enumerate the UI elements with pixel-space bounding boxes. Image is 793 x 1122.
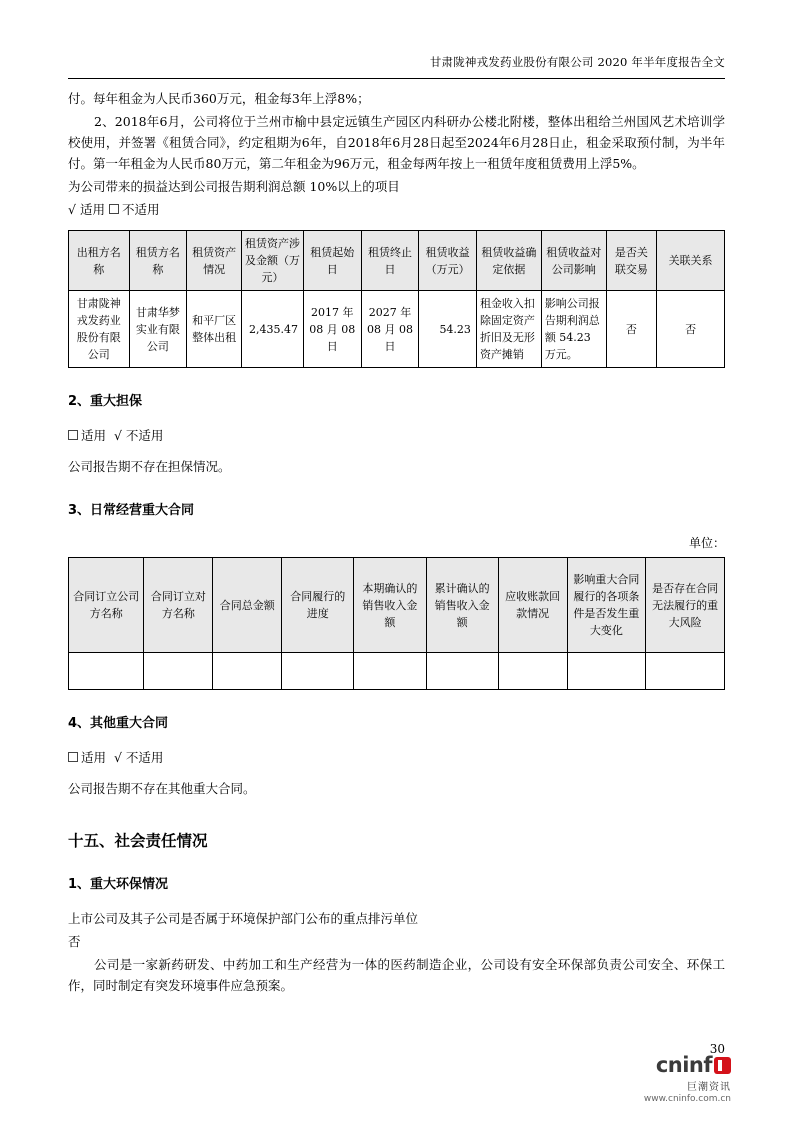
not-applicable-checked: √ 不适用 xyxy=(113,428,164,443)
paragraph-other-contracts: 公司报告期不存在其他重大合同。 xyxy=(68,781,256,796)
applicable-label: 适用 xyxy=(81,428,107,443)
col-related-party: 是否关联交易 xyxy=(606,231,656,291)
cell-start-date: 2017 年 08 月 08 日 xyxy=(303,291,361,368)
paragraph-environment-detail: 公司是一家新药研发、中药加工和生产经营为一体的医药制造企业，公司设有安全环保部负责公司安全、环保工作，同时制定有突发环境事件应急预案。 xyxy=(68,957,725,993)
cell-contract-party-company xyxy=(69,653,144,690)
cell-cumulative-revenue xyxy=(426,653,498,690)
section-heading-social-responsibility: 十五、社会责任情况 xyxy=(68,832,208,850)
col-contract-party-company: 合同订立公司方名称 xyxy=(69,558,144,653)
cell-relationship: 否 xyxy=(657,291,725,368)
table-header-row xyxy=(69,558,725,653)
cell-period-revenue xyxy=(354,653,426,690)
col-lessor: 出租方名称 xyxy=(69,231,130,291)
cell-asset: 和平厂区整体出租 xyxy=(187,291,242,368)
table-header-row xyxy=(69,231,725,291)
cell-performance-risk xyxy=(646,653,725,690)
col-condition-change: 影响重大合同履行的各项条件是否发生重大变化 xyxy=(567,558,646,653)
unit-label: 单位： xyxy=(688,536,725,550)
paragraph-guarantee: 公司报告期不存在担保情况。 xyxy=(68,459,231,474)
section-heading-environment: 1、重大环保情况 xyxy=(68,877,169,892)
paragraph-pollution-answer: 否 xyxy=(68,934,81,949)
table-row xyxy=(69,291,725,368)
col-income: 租赁收益（万元） xyxy=(419,231,477,291)
header-divider xyxy=(68,78,725,79)
applicability-line-other-contracts xyxy=(68,747,725,768)
logo-chinese-name: 巨潮资讯 xyxy=(687,1082,731,1093)
cell-lessor: 甘肃陇神戎发药业股份有限公司 xyxy=(69,291,130,368)
page-content xyxy=(68,88,725,998)
cell-end-date: 2027 年 08 月 08 日 xyxy=(361,291,419,368)
col-relationship: 关联关系 xyxy=(657,231,725,291)
cell-contract-total-amount xyxy=(213,653,282,690)
logo-text: cninf xyxy=(655,1053,712,1077)
col-start-date: 租赁起始日 xyxy=(303,231,361,291)
paragraph-lease-rent: 付。每年租金为人民币360万元，租金每3年上浮8%； xyxy=(68,91,370,106)
cell-contract-counterparty xyxy=(144,653,213,690)
cell-related-party: 否 xyxy=(606,291,656,368)
section-heading-guarantee: 2、重大担保 xyxy=(68,394,143,409)
cell-effect: 影响公司报告期利润总额 54.23 万元。 xyxy=(541,291,606,368)
col-contract-total-amount: 合同总金额 xyxy=(213,558,282,653)
col-asset: 租赁资产情况 xyxy=(187,231,242,291)
daily-contract-table xyxy=(68,557,725,690)
col-contract-progress: 合同履行的进度 xyxy=(282,558,354,653)
checkbox-applicable[interactable] xyxy=(68,430,78,440)
col-receivable-collection: 应收账款回款情况 xyxy=(498,558,567,653)
table-row xyxy=(69,653,725,690)
cell-condition-change xyxy=(567,653,646,690)
applicability-line-lease xyxy=(68,199,725,220)
page-header: 甘肃陇神戎发药业股份有限公司 2020 年半年度报告全文 xyxy=(429,55,725,69)
logo-mark-icon xyxy=(714,1057,731,1074)
cninfo-logo xyxy=(644,1053,731,1104)
checkbox-not-applicable[interactable] xyxy=(109,204,119,214)
cell-lessee: 甘肃华梦实业有限公司 xyxy=(129,291,187,368)
col-effect: 租赁收益对公司影响 xyxy=(541,231,606,291)
checkbox-applicable[interactable] xyxy=(68,752,78,762)
col-amount: 租赁资产涉及金额（万元） xyxy=(241,231,303,291)
applicable-label: 适用 xyxy=(81,750,107,765)
col-cumulative-revenue: 累计确认的销售收入金额 xyxy=(426,558,498,653)
section-heading-other-contracts: 4、其他重大合同 xyxy=(68,716,169,731)
col-end-date: 租赁终止日 xyxy=(361,231,419,291)
cell-basis: 租金收入扣除固定资产折旧及无形资产摊销 xyxy=(476,291,541,368)
cell-income: 54.23 xyxy=(419,291,477,368)
section-heading-daily-contracts: 3、日常经营重大合同 xyxy=(68,503,195,518)
not-applicable-label: 不适用 xyxy=(121,202,160,217)
page-number: 30 xyxy=(709,1042,725,1056)
col-lessee: 租赁方名称 xyxy=(129,231,187,291)
not-applicable-checked: √ 不适用 xyxy=(113,750,164,765)
cell-receivable-collection xyxy=(498,653,567,690)
lease-table xyxy=(68,230,725,368)
paragraph-lease-contract: 2、2018年6月，公司将位于兰州市榆中县定远镇生产园区内科研办公楼北附楼，整体出租给兰州国风艺术培训学校使用，并签署《租赁合同》，约定租期为6年，自2018年6月28日起至2024年6月28日止，租金采取预付制，为半年付。第一年租金为人民币80万元，第二年租金为96万元，租金每两年按上一租赁年度租赁费用上浮5%。 xyxy=(68,114,725,171)
paragraph-pollution-question: 上市公司及其子公司是否属于环境保护部门公布的重点排污单位 xyxy=(68,911,419,926)
logo-wordmark xyxy=(644,1053,731,1077)
cell-amount: 2,435.47 xyxy=(241,291,303,368)
paragraph-profit-threshold: 为公司带来的损益达到公司报告期利润总额 10%以上的项目 xyxy=(68,179,400,194)
col-period-revenue: 本期确认的销售收入金额 xyxy=(354,558,426,653)
applicability-line-guarantee xyxy=(68,425,725,446)
logo-url: www.cninfo.com.cn xyxy=(643,1094,731,1104)
applicable-checked: √ 适用 xyxy=(68,202,105,217)
col-performance-risk: 是否存在合同无法履行的重大风险 xyxy=(646,558,725,653)
col-basis: 租赁收益确定依据 xyxy=(476,231,541,291)
cell-contract-progress xyxy=(282,653,354,690)
col-contract-counterparty: 合同订立对方名称 xyxy=(144,558,213,653)
